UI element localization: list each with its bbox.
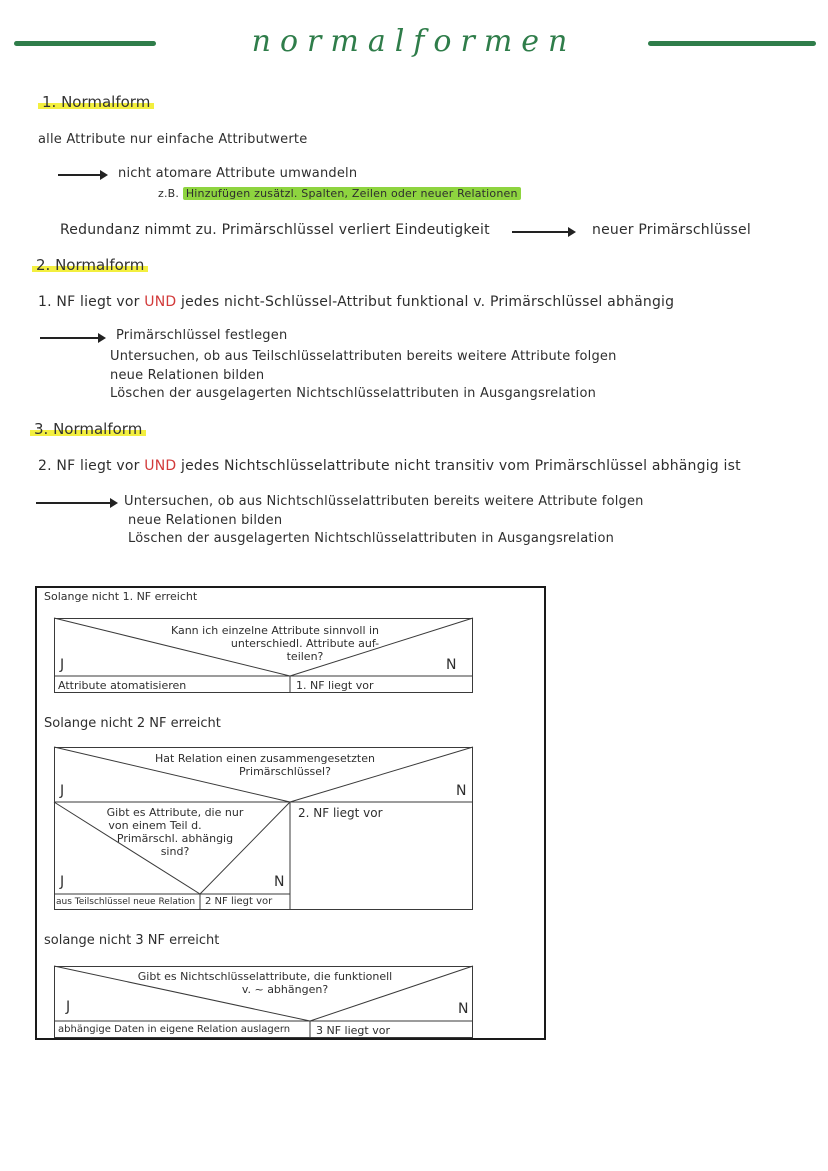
nf3-step-2: neue Relationen bilden — [128, 513, 283, 528]
q1-no: N — [446, 657, 457, 673]
q1-yes: J — [60, 657, 65, 673]
q4-no: N — [458, 1001, 469, 1017]
nf2-step-4: Löschen der ausgelagerten Nichtschlüsselattributen in Ausgangsrelation — [110, 386, 597, 401]
nf2-step-2: Untersuchen, ob aus Teilschlüsselattributen bereits weitere Attribute folgen — [110, 349, 617, 364]
q3-line-1: Gibt es Attribute, die nur — [106, 806, 244, 819]
heading-nf3: 3. Normalform — [30, 420, 146, 438]
q3-yes-action: aus Teilschlüssel neue Relation — [56, 897, 196, 907]
nf3-definition-b: jedes Nichtschlüsselattribute nicht transitiv vom Primärschlüssel abhängig ist — [181, 458, 741, 474]
q2-no: N — [456, 783, 467, 799]
nf3-definition-a: 2. NF liegt vor — [38, 458, 140, 474]
nf2-step-1: Primärschlüssel festlegen — [116, 328, 288, 343]
loop2-label: Solange nicht 2 NF erreicht — [44, 716, 221, 731]
q1-yes-action: Attribute atomatisieren — [58, 679, 187, 692]
nf1-example-highlight: Hinzufügen zusätzl. Spalten, Zeilen oder neuer Relationen — [183, 187, 521, 200]
q4-no-action: 3 NF liegt vor — [316, 1024, 390, 1037]
loop3-label: solange nicht 3 NF erreicht — [44, 933, 220, 948]
q3-yes: J — [60, 874, 65, 890]
q2-yes: J — [60, 783, 65, 799]
q2-line-1: Hat Relation einen zusammengesetzten — [155, 752, 375, 765]
heading-nf2: 2. Normalform — [32, 256, 148, 274]
nf3-step-3: Löschen der ausgelagerten Nichtschlüsselattributen in Ausgangsrelation — [128, 531, 615, 546]
loop1-label: Solange nicht 1. NF erreicht — [44, 590, 198, 603]
q4-condition — [120, 970, 410, 996]
nf1-arrow-text: nicht atomare Attribute umwandeln — [118, 166, 358, 181]
nf1-redundanz: Redundanz nimmt zu. Primärschlüssel verliert Eindeutigkeit — [60, 222, 490, 238]
page-title: normalformen — [251, 24, 577, 59]
nf1-example-prefix: z.B. — [158, 187, 180, 200]
heading-nf1: 1. Normalform — [38, 93, 154, 111]
nf3-step-1: Untersuchen, ob aus Nichtschlüsselattributen bereits weitere Attribute folgen — [124, 494, 644, 509]
nf2-und: UND — [144, 294, 177, 310]
q2-no-action: 2. NF liegt vor — [298, 806, 383, 820]
nf2-step-3: neue Relationen bilden — [110, 368, 265, 383]
q1-line-3: teilen? — [286, 650, 324, 663]
q3-line-4: sind? — [160, 845, 190, 858]
q1-condition — [150, 624, 400, 663]
q1-line-1: Kann ich einzelne Attribute sinnvoll in — [170, 624, 380, 637]
nf2-definition-a: 1. NF liegt vor — [38, 294, 140, 310]
q4-yes: J — [66, 999, 71, 1015]
nf1-redundanz-result: neuer Primärschlüssel — [592, 222, 751, 238]
q1-no-action: 1. NF liegt vor — [296, 679, 374, 692]
q3-line-2: von einem Teil d. — [108, 819, 202, 832]
q3-no: N — [274, 874, 285, 890]
q4-yes-action: abhängige Daten in eigene Relation auslagern — [58, 1024, 291, 1035]
q2-condition — [130, 752, 400, 778]
q1-line-2: unterschiedl. Attribute auf- — [230, 637, 380, 650]
q3-condition — [80, 806, 270, 858]
q4-line-2: v. ~ abhängen? — [241, 983, 329, 996]
nf3-und: UND — [144, 458, 177, 474]
q3-no-action: 2 NF liegt vor — [205, 896, 273, 907]
q3-line-3: Primärschl. abhängig — [116, 832, 234, 845]
nf2-definition-b: jedes nicht-Schlüssel-Attribut funktional v. Primärschlüssel abhängig — [181, 294, 675, 310]
q2-line-2: Primärschlüssel? — [239, 765, 331, 778]
q4-line-1: Gibt es Nichtschlüsselattribute, die funktionell — [137, 970, 393, 983]
nf1-definition: alle Attribute nur einfache Attributwerte — [38, 132, 308, 147]
